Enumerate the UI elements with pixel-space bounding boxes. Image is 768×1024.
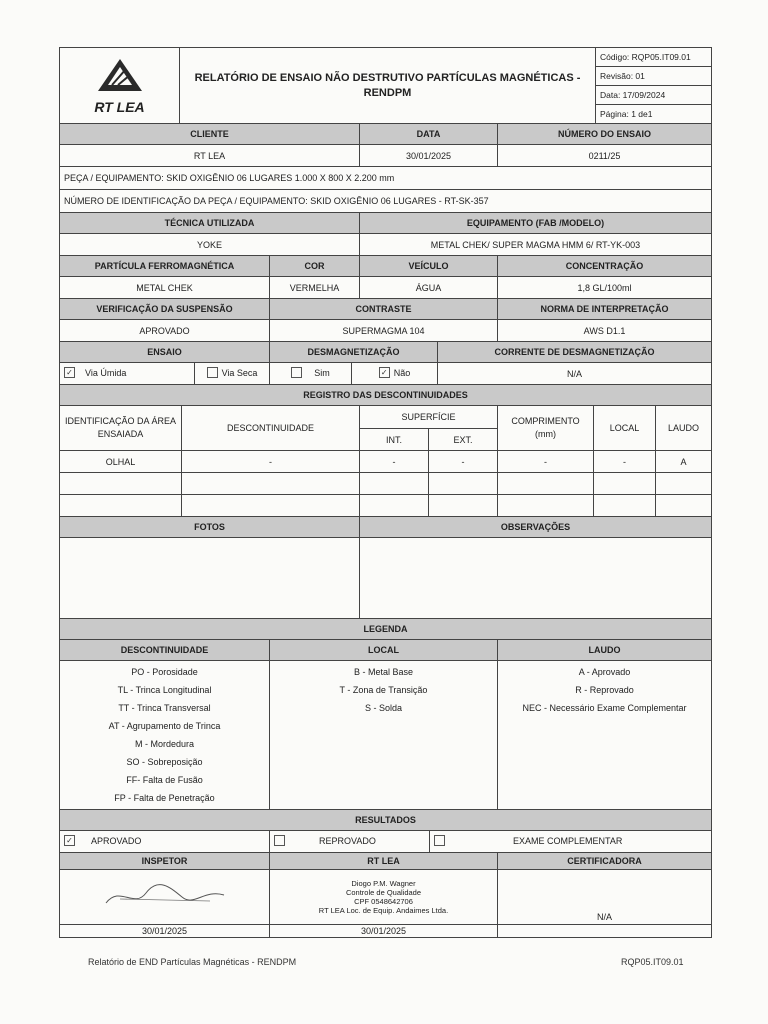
footer-right: RQP05.IT09.01 [621,957,684,967]
dry-method-label: Via Seca [221,367,258,378]
legend-disc-list [60,661,270,810]
row-discontinuity: - [182,451,360,473]
doc-code: Código: RQP05.IT09.01 [596,48,712,67]
standard-label: NORMA DE INTERPRETAÇÃO [498,299,712,320]
rt-lea-logo-icon [90,57,150,101]
stamp-name: Diogo P.M. Wagner [351,879,416,888]
doc-page: Página: 1 de1 [596,105,712,124]
checkbox-icon[interactable] [434,835,445,846]
particle-value: METAL CHEK [60,277,270,299]
results-title: RESULTADOS [60,810,712,831]
date-value: 30/01/2025 [360,145,498,167]
verification-section [59,298,712,342]
date-label: DATA [360,124,498,145]
company-logo [60,48,180,124]
list-item: PO - Porosidade [131,667,198,677]
list-item: FP - Falta de Penetração [114,793,215,803]
legend-local-list [270,661,498,810]
list-item: S - Solda [364,703,403,713]
list-item: R - Reprovado [575,685,634,695]
contrast-label: CONTRASTE [270,299,498,320]
photos-notes-section [59,516,712,619]
registry-title: REGISTRO DAS DESCONTINUIDADES [60,385,712,406]
wet-method-label: Via Úmida [85,367,127,378]
technique-label: TÉCNICA UTILIZADA [60,213,360,234]
row-int: - [360,451,429,473]
checkbox-icon[interactable] [274,835,285,846]
list-item: TL - Trinca Longitudinal [117,685,212,695]
suspension-check-label: VERIFICAÇÃO DA SUSPENSÃO [60,299,270,320]
report-sheet [59,47,711,938]
vehicle-label: VEÍCULO [360,256,498,277]
list-item: FF- Falta de Fusão [126,775,203,785]
inspector-label: INSPETOR [60,853,270,870]
list-item: T - Zona de Transição [339,685,428,695]
list-item: B - Metal Base [353,667,414,677]
col-area: IDENTIFICAÇÃO DA ÁREA ENSAIADA [60,406,182,451]
part-equipment: PEÇA / EQUIPAMENTO: SKID OXIGÊNIO 06 LUGARES 1.000 X 800 X 2.200 mm [60,167,712,190]
equipment-value: METAL CHEK/ SUPER MAGMA HMM 6/ RT-YK-003 [360,234,712,256]
wet-method-option[interactable] [60,363,195,385]
technique-section [59,212,712,256]
report-title: RELATÓRIO DE ENSAIO NÃO DESTRUTIVO PARTÍCULAS MAGNÉTICAS - RENDPM [180,48,596,124]
part-identification: NÚMERO DE IDENTIFICAÇÃO DA PEÇA / EQUIPAMENTO: SKID OXIGÊNIO 06 LUGARES - RT-SK-357 [60,190,712,213]
demag-current-value: N/A [438,363,712,385]
color-value: VERMELHA [270,277,360,299]
test-number-label: NÚMERO DO ENSAIO [498,124,712,145]
certifier-value: N/A [498,870,712,925]
demag-no-label: Não [393,367,411,378]
row-length: - [498,451,594,473]
equipment-label: EQUIPAMENTO (FAB /MODELO) [360,213,712,234]
checked-checkbox-icon[interactable]: ✓ [379,367,390,378]
result-approved-option[interactable] [60,831,270,853]
row-area: OLHAL [60,451,182,473]
test-mode-section [59,341,712,385]
concentration-label: CONCENTRAÇÃO [498,256,712,277]
color-label: COR [270,256,360,277]
demag-yes-label: Sim [314,367,330,378]
result-approved-label: APROVADO [91,835,142,846]
stamp-role: Controle de Qualidade [345,888,422,897]
photos-label: FOTOS [60,517,360,538]
technique-value: YOKE [60,234,360,256]
demag-yes-option[interactable] [270,363,352,385]
col-surface: SUPERFÍCIE [360,406,498,429]
legend-section [59,618,712,810]
demag-no-option[interactable] [352,363,438,385]
col-local: LOCAL [594,406,656,451]
legend-disc-label: DESCONTINUIDADE [60,640,270,661]
stamp-company: RT LEA Loc. de Equip. Andaimes Ltda. [318,906,449,915]
col-length: COMPRIMENTO (mm) [498,406,594,451]
inspector-signature [60,870,270,925]
logo-text: RT LEA [94,98,145,115]
legend-local-label: LOCAL [270,640,498,661]
photos-area [60,538,360,619]
client-label: CLIENTE [60,124,360,145]
notes-label: OBSERVAÇÕES [360,517,712,538]
signatures-section [59,852,712,938]
col-discontinuity: DESCONTINUIDADE [182,406,360,451]
table-row [60,451,712,473]
client-value: RT LEA [60,145,360,167]
dry-method-option[interactable] [195,363,270,385]
col-verdict: LAUDO [656,406,712,451]
result-complementary-label: EXAME COMPLEMENTAR [513,835,623,846]
test-label: ENSAIO [60,342,270,363]
signature-icon [100,879,230,913]
result-complementary-option[interactable] [430,831,712,853]
rtlea-label: RT LEA [270,853,498,870]
particle-label: PARTÍCULA FERROMAGNÉTICA [60,256,270,277]
list-item: TT - Trinca Transversal [118,703,211,713]
particle-section [59,255,712,299]
inspector-date: 30/01/2025 [60,925,270,938]
test-number-value: 0211/25 [498,145,712,167]
table-row [60,473,712,495]
list-item: AT - Agrupamento de Trinca [108,721,221,731]
list-item: M - Mordedura [134,739,195,749]
col-int: INT. [360,429,429,451]
checked-checkbox-icon[interactable]: ✓ [64,367,75,378]
col-ext: EXT. [429,429,498,451]
certifier-date [498,925,712,938]
list-item: NEC - Necessário Exame Complementar [522,703,687,713]
table-row [60,495,712,517]
doc-revision: Revisão: 01 [596,67,712,86]
standard-value: AWS D1.1 [498,320,712,342]
legend-title: LEGENDA [60,619,712,640]
rtlea-stamp [270,870,498,925]
checkbox-icon[interactable] [207,367,218,378]
certifier-label: CERTIFICADORA [498,853,712,870]
demag-current-label: CORRENTE DE DESMAGNETIZAÇÃO [438,342,712,363]
checkbox-icon[interactable] [291,367,302,378]
report-header [59,47,712,124]
result-rejected-option[interactable] [270,831,430,853]
legend-verdict-label: LAUDO [498,640,712,661]
legend-verdict-list [498,661,712,810]
results-section [59,809,712,853]
row-ext: - [429,451,498,473]
concentration-value: 1,8 GL/100ml [498,277,712,299]
client-section [59,123,712,213]
result-rejected-label: REPROVADO [319,835,376,846]
stamp-id: CPF 0548642706 [354,897,413,906]
doc-date: Data: 17/09/2024 [596,86,712,105]
row-local: - [594,451,656,473]
notes-area [360,538,712,619]
list-item: SO - Sobreposição [126,757,203,767]
suspension-check-value: APROVADO [60,320,270,342]
rtlea-date: 30/01/2025 [270,925,498,938]
list-item: A - Aprovado [578,667,631,677]
discontinuities-table [59,384,712,517]
row-verdict: A [656,451,712,473]
checked-checkbox-icon[interactable]: ✓ [64,835,75,846]
footer-left: Relatório de END Partículas Magnéticas - RENDPM [88,957,297,967]
vehicle-value: ÁGUA [360,277,498,299]
demag-label: DESMAGNETIZAÇÃO [270,342,438,363]
contrast-value: SUPERMAGMA 104 [270,320,498,342]
